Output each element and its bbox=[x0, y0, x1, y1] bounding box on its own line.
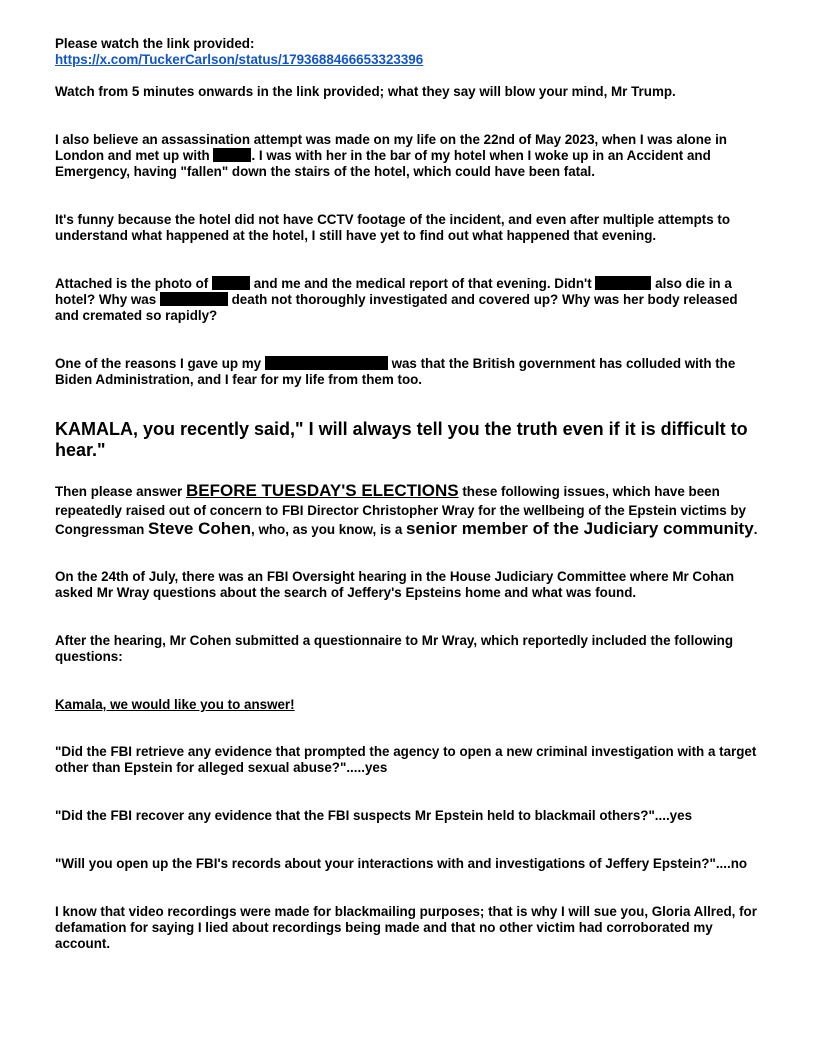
question-1: "Did the FBI retrieve any evidence that prompted the agency to open a new criminal investigation with a target other than Epstein for alleged sexual abuse?".....yes bbox=[55, 744, 757, 775]
before-elections-emphasis: BEFORE TUESDAY'S ELECTIONS bbox=[185, 481, 459, 500]
photo-text-b: and me and the medical report of that evening. Didn't bbox=[249, 276, 596, 291]
paragraph-assassination bbox=[55, 132, 765, 180]
paragraph-reasons bbox=[55, 356, 765, 388]
question-2: "Did the FBI recover any evidence that the FBI suspects Mr Epstein held to blackmail others?"....yes bbox=[55, 808, 693, 823]
paragraph-then-answer bbox=[55, 482, 765, 539]
paragraph-watch: Watch from 5 minutes onwards in the link provided; what they say will blow your mind, Mr Trump. bbox=[55, 84, 676, 99]
paragraph-cctv: It's funny because the hotel did not have CCTV footage of the incident, and even after multiple attempts to understand what happened at the hotel, I still have yet to find out what happened that evening. bbox=[55, 212, 731, 243]
redaction-box bbox=[160, 292, 228, 306]
photo-text-d: death not thoroughly investigated and covered up? Why was her body released and cremated so rapidly? bbox=[55, 292, 738, 323]
assassination-text-a: I also believe an assassination attempt was made on my life on the 22nd of May 2023, when I was alone in London and met up with bbox=[55, 132, 727, 163]
then-text-a: Then please answer bbox=[55, 484, 186, 499]
photo-text-c: also die in a hotel? Why was bbox=[55, 276, 732, 307]
then-text-g: . bbox=[753, 522, 758, 537]
paragraph-answer-request: Kamala, we would like you to answer! bbox=[55, 697, 295, 712]
steve-cohen-emphasis: Steve Cohen bbox=[148, 519, 251, 538]
reasons-text-b: was that the British government has colluded with the Biden Administration, and I fear for my life from them too. bbox=[55, 356, 736, 387]
paragraph-photo bbox=[55, 276, 765, 324]
assassination-text-b: . I was with her in the bar of my hotel when I woke up in an Accident and Emergency, having "fallen" down the stairs of the hotel, which could have been fatal. bbox=[55, 148, 711, 179]
intro-line: Please watch the link provided: bbox=[55, 36, 255, 51]
redaction-box bbox=[595, 276, 651, 290]
senior-member-emphasis: senior member of the Judiciary community bbox=[406, 519, 754, 538]
redaction-box bbox=[213, 148, 251, 162]
photo-text-a: Attached is the photo of bbox=[55, 276, 212, 291]
question-3: "Will you open up the FBI's records about your interactions with and investigations of Jeffery Epstein?"....no bbox=[55, 856, 748, 871]
tweet-link[interactable]: https://x.com/TuckerCarlson/status/1793688466653323396 bbox=[55, 52, 424, 67]
redaction-box bbox=[212, 276, 250, 290]
paragraph-kamala-quote: KAMALA, you recently said," I will always tell you the truth even if it is difficult to hear." bbox=[55, 419, 748, 460]
document-page bbox=[55, 36, 765, 952]
paragraph-after-hearing: After the hearing, Mr Cohen submitted a questionnaire to Mr Wray, which reportedly included the following questions: bbox=[55, 633, 734, 664]
paragraph-recordings: I know that video recordings were made for blackmailing purposes; that is why I will sue you, Gloria Allred, for defamation for saying I lied about recordings being made and that no other victim had corroborated my account. bbox=[55, 904, 757, 951]
paragraph-hearing: On the 24th of July, there was an FBI Oversight hearing in the House Judiciary Committee where Mr Cohan asked Mr Wray questions about the search of Jeffery's Epsteins home and what was found. bbox=[55, 569, 735, 600]
then-text-e: , who, as you know, is a bbox=[251, 522, 407, 537]
then-text-c: these following issues, which have been repeatedly raised out of concern to FBI Director Christopher Wray for the wellbeing of the Epstein victims by Congressman bbox=[55, 484, 746, 537]
reasons-text-a: One of the reasons I gave up my bbox=[55, 356, 265, 371]
intro-text bbox=[55, 36, 765, 68]
redaction-box bbox=[265, 356, 388, 370]
